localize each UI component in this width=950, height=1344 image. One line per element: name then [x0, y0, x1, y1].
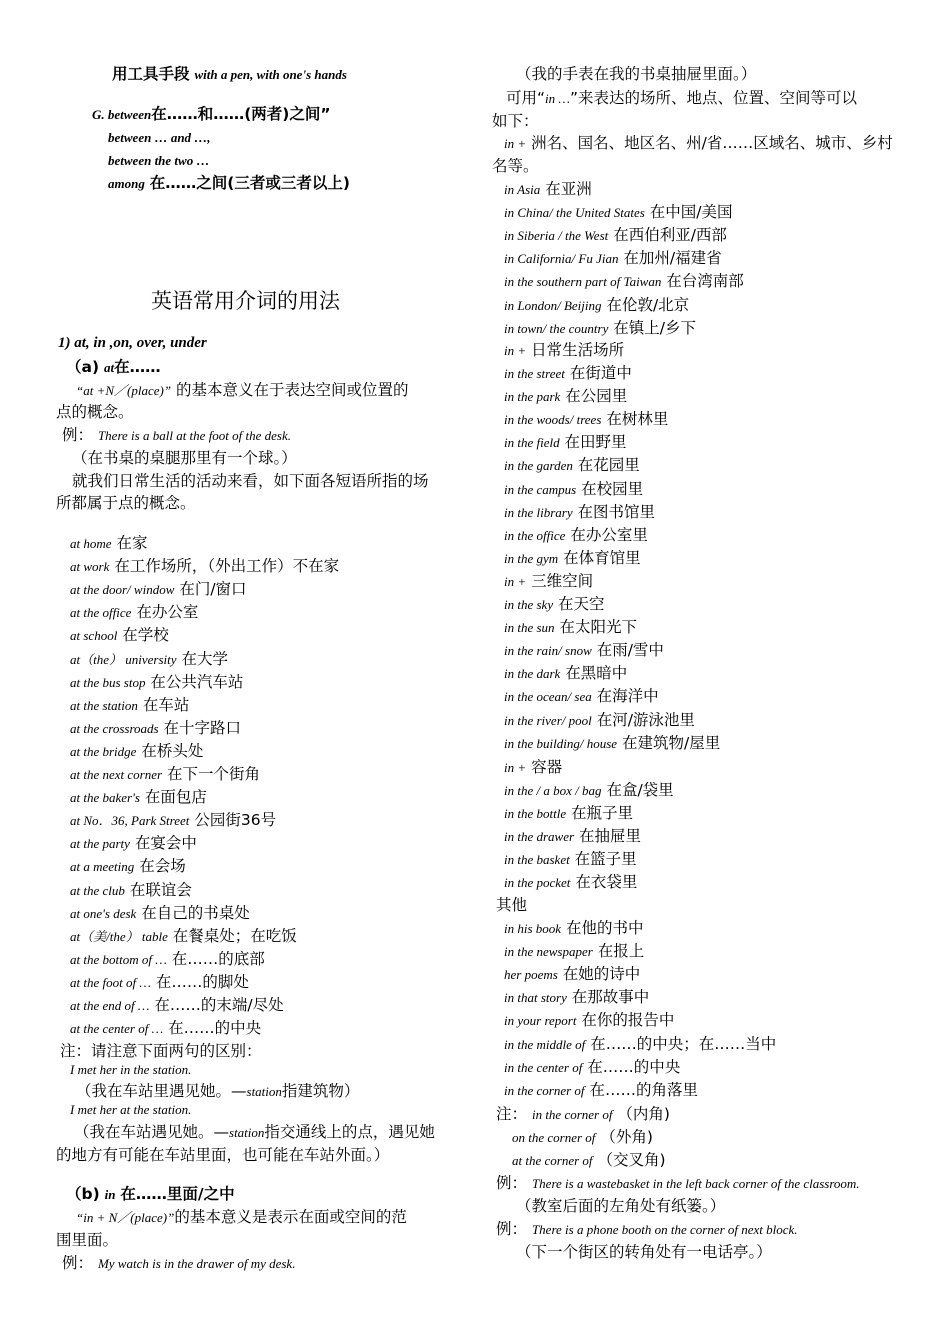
phrase-english: at（the） university [70, 651, 177, 667]
between-two-line: between the two … [108, 153, 210, 168]
phrase-english: in town/ the country [504, 320, 609, 336]
corner-example-1: 例： There is a wastebasket in the left back corner of the classroom. [496, 1174, 860, 1192]
list-item [70, 902, 250, 925]
list-item [504, 501, 655, 524]
note-example-2-translation: （我在车站遇见她。—station指交通线上的点，遇见她 [74, 1123, 435, 1141]
phrase-chinese: 在中国/美国 [649, 203, 733, 222]
list-item [70, 786, 207, 809]
list-item [504, 1056, 680, 1079]
phrase-english: at home [70, 536, 112, 551]
phrase-chinese: 在花园里 [577, 456, 640, 475]
phrase-chinese: 在……的底部 [171, 949, 265, 968]
b-description: “in + N／(place)”的基本意义是表示在面或空间的范 [76, 1208, 407, 1226]
list-item [504, 431, 627, 454]
phrase-english: in the pocket [504, 875, 571, 891]
list-item [504, 871, 637, 894]
phrase-english: in the basket [504, 852, 570, 868]
list-item [70, 994, 284, 1017]
list-item [504, 986, 649, 1009]
phrase-english: at the club [70, 882, 125, 898]
phrase-chinese: 在下一个街角 [167, 765, 261, 783]
list-item [70, 971, 249, 994]
phrase-english: in the center of [504, 1059, 583, 1075]
list-item [504, 685, 659, 708]
phrase-chinese: 在公园里 [565, 387, 628, 406]
list-item [70, 925, 297, 948]
phrase-chinese: 在衣袋里 [575, 873, 638, 892]
phrase-chinese: 在你的报告中 [581, 1011, 675, 1030]
corner-note-1: 注： in the corner of （内角) [496, 1105, 670, 1123]
phrase-chinese: 在公共汽车站 [150, 672, 244, 691]
list-item [504, 408, 668, 431]
corner-note-3: at the corner of （交叉角) [512, 1151, 666, 1169]
phrase-english: in the bottle [504, 806, 567, 822]
phrase-english: at No．36, Park Street [70, 813, 190, 829]
phrase-chinese: 在……的角落里 [589, 1080, 698, 1099]
corner-note-2: on the corner of （外角) [512, 1128, 653, 1146]
phrase-english: in California/ Fu Jian [504, 251, 619, 267]
list-item [504, 848, 637, 871]
phrase-english: at one's desk [70, 905, 137, 921]
phrase-chinese: 在……的脚处 [155, 972, 249, 991]
list-item [70, 601, 198, 624]
corner-example-2: 例： There is a phone booth on the corner of next block. [496, 1220, 798, 1238]
phrase-chinese: 在自己的书桌处 [141, 903, 250, 922]
phrase-chinese: 在会场 [139, 857, 186, 876]
phrase-chinese: 在联谊会 [129, 880, 192, 899]
phrase-english: in the drawer [504, 829, 575, 845]
phrase-chinese: 在……的中央；在……当中 [590, 1034, 777, 1053]
intro-line: 可用“in …”来表达的场所、地点、位置、空间等可以 [506, 89, 857, 107]
phrase-chinese: 在学校 [122, 626, 169, 645]
intro-line-cont: 如下： [492, 112, 539, 130]
note-example-1: I met her in the station. [70, 1062, 192, 1077]
phrase-chinese: 在镇上/乡下 [613, 318, 697, 337]
phrase-english: at the foot of … [70, 974, 151, 990]
phrase-chinese: 在桥头处 [141, 741, 204, 760]
phrase-chinese: 在雨/雪中 [596, 641, 664, 660]
corner-example-2-translation: （下一个街区的转角处有一电话亭。） [516, 1243, 772, 1261]
phrase-chinese: 在办公室里 [570, 525, 648, 544]
phrase-chinese: 在太阳光下 [559, 618, 638, 637]
phrase-english: in the woods/ trees [504, 412, 602, 428]
phrase-chinese: 在……的中央 [587, 1057, 681, 1076]
among-line: among 在……之间(三者或三者以上) [108, 174, 350, 192]
subsection-a-heading: （a) at在…… [66, 358, 161, 376]
a-description-cont: 点的概念。 [56, 403, 134, 421]
phrase-chinese: 在车站 [142, 695, 190, 714]
phrase-english: in the / a box / bag [504, 783, 602, 798]
list-item [504, 224, 727, 247]
phrase-chinese: 在校园里 [581, 479, 644, 498]
phrase-english: in the gym [504, 550, 559, 566]
phrase-english: her poems [504, 967, 558, 983]
example-2: 例： My watch is in the drawer of my desk. [62, 1254, 296, 1272]
phrase-chinese: 在天空 [558, 595, 605, 613]
phrase-chinese: 在瓶子里 [571, 804, 634, 823]
list-item [504, 825, 641, 848]
section-1-heading: 1) at, in ,on, over, under [58, 335, 207, 351]
note-example-1-translation: （我在车站里遇见她。—station指建筑物） [76, 1082, 360, 1100]
list-item [70, 624, 169, 647]
phrase-english: in the garden [504, 458, 573, 474]
phrase-chinese: 在门/窗口 [179, 580, 247, 599]
phrase-chinese: 在抽屉里 [579, 827, 642, 846]
group-1-heading: in + 洲名、国名、地区名、州/省……区域名、城市、乡村 [504, 134, 893, 152]
list-item [70, 578, 247, 601]
group-1-heading-cont: 名等。 [492, 157, 539, 175]
phrase-chinese: 在……的末端/尽处 [154, 996, 284, 1014]
phrase-chinese: 在图书馆里 [577, 502, 656, 521]
phrase-english: in the sky [504, 597, 554, 612]
phrase-english: in your report [504, 1013, 577, 1029]
list-item [504, 385, 627, 408]
list-item [504, 963, 640, 986]
list-item [504, 917, 644, 940]
phrase-english: in the building/ house [504, 735, 618, 751]
list-item [504, 201, 733, 224]
list-item [504, 662, 627, 685]
list-item [504, 593, 605, 616]
phrase-english: at a meeting [70, 859, 135, 875]
phrase-english: in the park [504, 389, 561, 405]
page-title: 英语常用介词的用法 [151, 289, 340, 313]
phrase-english: in the ocean/ sea [504, 689, 592, 705]
list-item [504, 639, 664, 662]
phrase-chinese: 在十字路口 [163, 718, 242, 737]
subsection-b-heading: （b) in 在……里面/之中 [66, 1185, 235, 1203]
phrase-chinese: 在体育馆里 [563, 548, 641, 567]
phrase-english: in the river/ pool [504, 712, 592, 728]
list-item [504, 616, 637, 639]
phrase-english: at the bottom of … [70, 951, 167, 967]
list-item [70, 740, 203, 763]
a-description: “at +N／(place)” 的基本意义在于表达空间或位置的 [76, 381, 409, 399]
phrase-chinese: 在西伯利亚/西部 [613, 226, 727, 245]
phrase-chinese: 公园街36号 [194, 811, 277, 830]
phrase-chinese: 在篮子里 [574, 850, 637, 869]
between-and-line: between … and …, [108, 130, 211, 145]
phrase-english: at the party [70, 836, 130, 852]
list-item [504, 547, 641, 570]
phrase-chinese: 在加州/福建省 [623, 249, 722, 268]
phrase-chinese: 在海洋中 [596, 687, 659, 706]
group-2-heading: in + 日常生活场所 [504, 341, 625, 359]
phrase-chinese: 在树林里 [606, 410, 669, 429]
phrase-english: at the crossroads [70, 720, 159, 736]
phrase-english: at work [70, 559, 110, 575]
list-item [70, 763, 260, 786]
list-item [504, 779, 674, 802]
list-item [504, 1033, 776, 1056]
list-item [70, 532, 147, 555]
phrase-chinese: 在餐桌处；在吃饭 [172, 926, 297, 945]
phrase-english: in the campus [504, 481, 577, 497]
group-3-heading: in + 三维空间 [504, 572, 594, 590]
group-4-heading: in + 容器 [504, 758, 563, 776]
phrase-english: at the end of … [70, 998, 150, 1013]
phrase-chinese: 在家 [116, 534, 148, 552]
list-item [70, 855, 186, 878]
list-item [70, 809, 276, 832]
phrase-english: in the southern part of Taiwan [504, 274, 662, 290]
list-item [504, 802, 633, 825]
phrase-chinese: 在建筑物/屋里 [621, 733, 721, 752]
phrase-english: at the baker's [70, 790, 140, 806]
list-item [504, 270, 744, 293]
phrase-chinese: 在他的书中 [566, 919, 644, 937]
example-1: 例： There is a ball at the foot of the desk. [62, 426, 292, 444]
list-item [504, 732, 720, 755]
phrase-chinese: 在河/游泳池里 [596, 710, 695, 729]
list-item [504, 940, 644, 963]
list-item [504, 247, 722, 270]
phrase-english: at the bridge [70, 743, 137, 759]
list-item [504, 1079, 698, 1102]
phrase-chinese: 在台湾南部 [666, 272, 744, 291]
phrase-english: in the library [504, 504, 573, 520]
phrase-chinese: 在面包店 [144, 788, 207, 807]
phrase-english: in London/ Beijing [504, 297, 602, 313]
corner-example-1-translation: （教室后面的左角处有纸篓。） [516, 1197, 726, 1215]
phrase-english: at the bus stop [70, 674, 146, 690]
phrase-english: at the station [70, 697, 138, 713]
phrase-english: in China/ the United States [504, 205, 645, 221]
phrase-english: at the office [70, 605, 132, 621]
phrase-chinese: 在宴会中 [134, 834, 197, 853]
list-item [70, 832, 197, 855]
list-item [70, 1017, 261, 1040]
list-item [504, 454, 640, 477]
phrase-chinese: 在她的诗中 [562, 965, 641, 984]
b-description-cont: 围里面。 [56, 1231, 119, 1249]
phrase-english: in the office [504, 527, 566, 543]
phrase-chinese: 在伦敦/北京 [606, 295, 690, 314]
note-example-2-translation-cont: 的地方有可能在车站里面，也可能在车站外面。） [56, 1146, 390, 1164]
example-1-translation: （在书桌的桌腿那里有一个球。） [72, 449, 297, 467]
phrase-chinese: 在黑暗中 [565, 664, 628, 683]
phrase-english: in the street [504, 366, 565, 381]
phrase-chinese: 在工作场所，（外出工作）不在家 [114, 557, 340, 576]
paragraph-line-1: 就我们日常生活的活动来看，如下面各短语所指的场 [72, 472, 429, 490]
phrase-chinese: 在那故事中 [571, 988, 650, 1007]
g-between-line: G. between在……和……(两者)之间” [92, 105, 331, 123]
phrase-chinese: 在办公室 [136, 603, 199, 622]
phrase-english: in that story [504, 990, 567, 1006]
list-item [504, 524, 648, 547]
tool-line: 用工具手段 with a pen, with one's hands [112, 65, 347, 83]
list-item [70, 555, 339, 578]
paragraph-line-2: 所都属于点的概念。 [56, 494, 196, 512]
phrase-english: in the dark [504, 666, 561, 682]
phrase-chinese: 在田野里 [564, 433, 627, 452]
phrase-chinese: 在盒/袋里 [606, 781, 674, 799]
phrase-english: in the sun [504, 620, 555, 636]
phrase-english: at the door/ window [70, 582, 175, 598]
phrase-english: in Asia [504, 182, 541, 197]
list-item [504, 178, 592, 201]
phrase-chinese: 在街道中 [569, 364, 632, 382]
phrase-english: in his book [504, 921, 562, 936]
phrase-chinese: 在报上 [597, 942, 645, 961]
list-item [504, 294, 689, 317]
list-item [504, 317, 696, 340]
list-item [504, 709, 695, 732]
phrase-english: at the center of … [70, 1021, 164, 1037]
phrase-english: in the middle of [504, 1036, 586, 1052]
phrase-english: at the next corner [70, 767, 163, 782]
phrase-english: in the newspaper [504, 944, 593, 960]
list-item [504, 362, 632, 385]
group-5-heading: 其他 [496, 896, 528, 914]
list-item [504, 478, 643, 501]
phrase-chinese: 在亚洲 [545, 180, 592, 198]
list-item [70, 948, 265, 971]
list-item [504, 1009, 674, 1032]
list-item [70, 879, 192, 902]
phrase-english: at（美/the） table [70, 928, 168, 944]
phrase-english: in Siberia / the West [504, 228, 609, 244]
list-item [70, 671, 243, 694]
phrase-english: in the rain/ snow [504, 643, 592, 659]
phrase-english: in the field [504, 435, 560, 451]
note-label: 注：请注意下面两句的区别： [60, 1042, 262, 1060]
watch-translation: （我的手表在我的书桌抽屉里面。） [516, 65, 757, 83]
note-example-2: I met her at the station. [70, 1102, 192, 1117]
list-item [70, 648, 228, 671]
phrase-chinese: 在……的中央 [168, 1019, 262, 1038]
phrase-chinese: 在大学 [181, 649, 228, 668]
list-item [70, 717, 241, 740]
phrase-english: in the corner of [504, 1082, 585, 1098]
list-item [70, 694, 189, 717]
phrase-english: at school [70, 628, 118, 644]
